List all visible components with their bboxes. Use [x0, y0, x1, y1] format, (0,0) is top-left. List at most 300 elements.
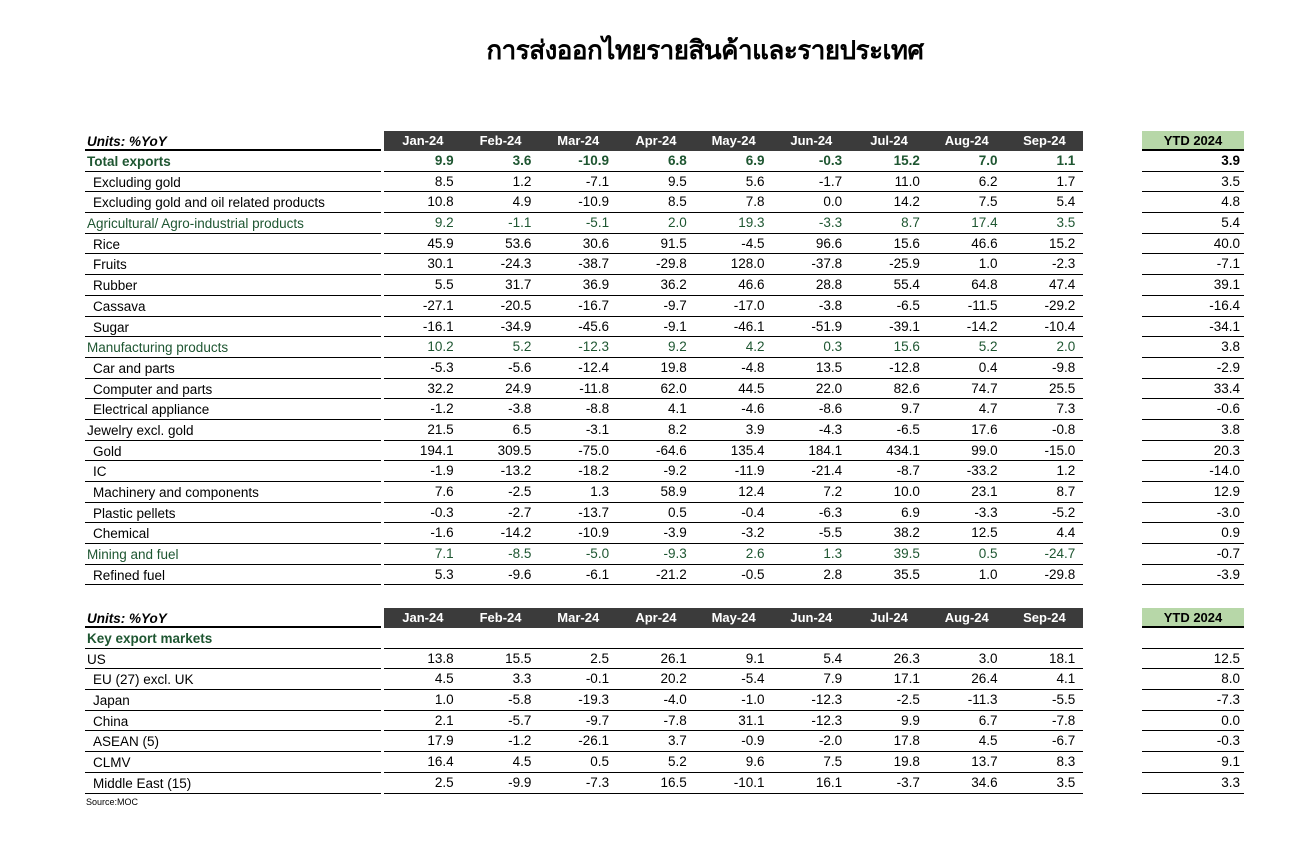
month-headers — [384, 131, 1083, 151]
value-cell: -9.6 — [508, 566, 532, 582]
table-row — [85, 441, 1245, 462]
row-label: CLMV — [85, 752, 381, 773]
value-cell: 10.8 — [427, 194, 454, 210]
row-label: ASEAN (5) — [85, 731, 381, 752]
row-label: Car and parts — [85, 358, 381, 379]
value-cell: -38.7 — [578, 256, 610, 272]
row-label: Excluding gold and oil related products — [85, 192, 381, 213]
ytd-value: 33.4 — [1142, 379, 1244, 400]
ytd-value: 3.8 — [1142, 420, 1244, 441]
row-values — [384, 461, 1083, 482]
value-cell: -19.3 — [578, 692, 610, 708]
value-cell: 3.5 — [1056, 774, 1076, 790]
row-values — [384, 213, 1083, 234]
value-cell: -51.9 — [811, 318, 843, 334]
ytd-value: 3.8 — [1142, 337, 1244, 358]
value-cell: -8.7 — [896, 463, 920, 479]
row-values — [384, 441, 1083, 462]
month-header: Feb-24 — [479, 610, 522, 625]
value-cell: -9.7 — [663, 297, 687, 313]
value-cell: -9.2 — [663, 463, 687, 479]
value-cell: -2.5 — [508, 484, 532, 499]
markets-heading-values — [384, 628, 1083, 649]
value-cell: 9.9 — [434, 153, 454, 168]
row-values — [384, 379, 1083, 400]
value-cell: -1.1 — [508, 215, 532, 231]
units-label: Units: %YoY — [85, 608, 381, 628]
table-row — [85, 482, 1245, 503]
value-cell: 8.3 — [1056, 754, 1076, 770]
table-row — [85, 420, 1245, 441]
value-cell: -5.0 — [585, 546, 610, 562]
value-cell: -3.8 — [508, 401, 532, 417]
ytd-value: 20.3 — [1142, 441, 1244, 462]
value-cell: 6.2 — [978, 173, 998, 189]
row-label: Rice — [85, 234, 381, 255]
value-cell: 434.1 — [886, 442, 920, 458]
value-cell: 1.7 — [1056, 173, 1076, 189]
value-cell: 26.1 — [660, 650, 687, 666]
value-cell: 7.5 — [978, 194, 998, 210]
value-cell: 24.9 — [505, 380, 532, 396]
ytd-value: -14.0 — [1142, 461, 1244, 482]
value-cell: -6.1 — [585, 566, 610, 582]
markets-table — [85, 608, 1245, 794]
row-values — [384, 544, 1083, 565]
value-cell: 3.9 — [745, 421, 765, 437]
month-header: Aug-24 — [944, 610, 989, 625]
value-cell: 32.2 — [427, 380, 454, 396]
products-table — [85, 131, 1245, 585]
value-cell: -25.9 — [889, 256, 920, 272]
value-cell: 5.2 — [512, 339, 532, 355]
value-cell: 3.6 — [512, 153, 532, 168]
value-cell: -0.1 — [585, 671, 610, 687]
ytd-value: 0.9 — [1142, 523, 1244, 544]
value-cell: 45.9 — [427, 235, 454, 251]
row-label: Excluding gold — [85, 172, 381, 193]
row-values — [384, 565, 1083, 586]
value-cell: 21.5 — [427, 421, 454, 437]
row-label: Mining and fuel — [85, 544, 381, 565]
value-cell: 9.2 — [434, 215, 454, 231]
row-values — [384, 275, 1083, 296]
value-cell: -5.2 — [1052, 504, 1076, 520]
value-cell: -7.8 — [663, 712, 687, 728]
row-label: Manufacturing products — [85, 337, 381, 358]
table-row — [85, 358, 1245, 379]
value-cell: -12.4 — [578, 359, 610, 375]
value-cell: -0.3 — [430, 504, 454, 520]
table-row — [85, 213, 1245, 234]
value-cell: -11.8 — [579, 380, 610, 396]
value-cell: 16.1 — [815, 774, 843, 790]
row-values — [384, 523, 1083, 544]
row-values — [384, 254, 1083, 275]
value-cell: -10.4 — [1044, 318, 1076, 334]
month-header: Feb-24 — [479, 133, 522, 148]
month-header: Jul-24 — [870, 133, 908, 148]
value-cell: 15.5 — [505, 650, 532, 666]
value-cell: 5.4 — [1056, 194, 1076, 210]
row-label: Middle East (15) — [85, 773, 381, 794]
row-values — [384, 731, 1083, 752]
value-cell: -13.2 — [500, 463, 532, 479]
value-cell: 17.6 — [971, 421, 998, 437]
value-cell: -6.5 — [896, 297, 920, 313]
value-cell: 5.2 — [668, 754, 687, 770]
value-cell: -6.3 — [818, 504, 843, 520]
month-header: Apr-24 — [635, 133, 677, 148]
row-label: Total exports — [85, 151, 381, 172]
ytd-value: -0.3 — [1142, 731, 1244, 752]
value-cell: 4.4 — [1056, 525, 1076, 541]
row-values — [384, 752, 1083, 773]
value-cell: -2.7 — [508, 504, 532, 520]
ytd-value: -16.4 — [1142, 296, 1244, 317]
value-cell: -12.3 — [811, 692, 843, 708]
table-row — [85, 711, 1245, 732]
ytd-value: 3.3 — [1142, 773, 1244, 794]
ytd-value: -3.9 — [1142, 565, 1244, 586]
ytd-value: -34.1 — [1142, 317, 1244, 338]
value-cell: -5.4 — [741, 671, 765, 687]
value-cell: 82.6 — [893, 380, 920, 396]
value-cell: -12.8 — [889, 359, 920, 375]
value-cell: 4.5 — [978, 733, 998, 749]
value-cell: 11.0 — [894, 173, 920, 189]
value-cell: -29.8 — [656, 256, 687, 272]
value-cell: -3.7 — [896, 774, 920, 790]
ytd-value: 4.8 — [1142, 192, 1244, 213]
value-cell: -33.2 — [966, 463, 998, 479]
month-header: May-24 — [711, 133, 756, 148]
value-cell: 194.1 — [419, 442, 454, 458]
value-cell: 30.1 — [427, 256, 454, 272]
value-cell: 64.8 — [971, 277, 998, 293]
value-cell: -9.7 — [585, 712, 610, 728]
value-cell: 38.2 — [893, 525, 920, 541]
value-cell: -1.0 — [741, 692, 765, 708]
table-row — [85, 379, 1245, 400]
value-cell: -5.5 — [818, 525, 843, 541]
table-row — [85, 399, 1245, 420]
value-cell: -17.0 — [733, 297, 765, 313]
table-row — [85, 565, 1245, 586]
value-cell: 1.2 — [1056, 463, 1076, 479]
value-cell: -24.3 — [500, 256, 532, 272]
value-cell: -3.3 — [974, 504, 998, 520]
value-cell: -29.8 — [1044, 566, 1076, 582]
row-values — [384, 773, 1083, 794]
value-cell: -12.3 — [578, 339, 610, 355]
value-cell: 28.8 — [815, 277, 843, 293]
table-header-row — [85, 608, 1245, 628]
value-cell: -3.8 — [818, 297, 843, 313]
value-cell: 15.6 — [893, 235, 920, 251]
value-cell: 99.0 — [971, 442, 998, 458]
value-cell: 7.9 — [823, 671, 843, 687]
month-header: Jun-24 — [790, 133, 833, 148]
value-cell: 0.5 — [668, 504, 687, 520]
value-cell: -21.4 — [811, 463, 843, 479]
value-cell: 2.5 — [434, 774, 454, 790]
value-cell: 36.2 — [660, 277, 687, 293]
value-cell: -11.9 — [734, 463, 765, 479]
row-values — [384, 151, 1083, 172]
value-cell: -9.1 — [663, 318, 687, 334]
month-header: Jul-24 — [870, 610, 908, 625]
value-cell: -10.9 — [578, 194, 610, 210]
row-values — [384, 503, 1083, 524]
value-cell: 46.6 — [971, 235, 998, 251]
value-cell: 9.5 — [668, 173, 687, 189]
row-values — [384, 358, 1083, 379]
value-cell: 44.5 — [738, 380, 765, 396]
value-cell: 31.7 — [505, 277, 532, 293]
month-header: Apr-24 — [635, 610, 677, 625]
value-cell: 5.4 — [823, 650, 843, 666]
value-cell: 62.0 — [660, 380, 687, 396]
row-values — [384, 399, 1083, 420]
value-cell: -4.8 — [741, 359, 765, 375]
value-cell: 15.6 — [893, 339, 920, 355]
value-cell: -11.3 — [967, 692, 998, 708]
value-cell: -10.9 — [578, 525, 610, 541]
value-cell: 39.5 — [893, 546, 920, 562]
value-cell: 8.5 — [668, 194, 687, 210]
ytd-value: 40.0 — [1142, 234, 1244, 255]
value-cell: -9.9 — [508, 774, 532, 790]
value-cell: -2.0 — [818, 733, 843, 749]
table-row — [85, 296, 1245, 317]
value-cell: 2.5 — [590, 650, 610, 666]
table-row — [85, 773, 1245, 794]
value-cell: -6.5 — [896, 421, 920, 437]
value-cell: 3.0 — [978, 650, 998, 666]
units-label: Units: %YoY — [85, 131, 381, 151]
value-cell: 1.0 — [978, 256, 998, 272]
value-cell: -1.7 — [818, 173, 843, 189]
ytd-header: YTD 2024 — [1142, 131, 1244, 151]
value-cell: 3.5 — [1056, 215, 1076, 231]
value-cell: 15.2 — [1049, 235, 1076, 251]
value-cell: 35.5 — [893, 566, 920, 582]
value-cell: 0.0 — [823, 194, 843, 210]
row-values — [384, 711, 1083, 732]
ytd-value: -2.9 — [1142, 358, 1244, 379]
value-cell: -15.0 — [1044, 442, 1076, 458]
ytd-value: 0.0 — [1142, 711, 1244, 732]
month-header: Jan-24 — [402, 133, 444, 148]
value-cell: -7.8 — [1052, 712, 1076, 728]
value-cell: -29.2 — [1044, 297, 1076, 313]
value-cell: -5.1 — [585, 215, 610, 231]
value-cell: -45.6 — [578, 318, 610, 334]
value-cell: 5.5 — [434, 277, 454, 293]
markets-heading: Key export markets — [85, 628, 381, 649]
value-cell: 17.4 — [971, 215, 998, 231]
row-values — [384, 337, 1083, 358]
value-cell: 8.7 — [1056, 484, 1076, 499]
value-cell: -10.9 — [578, 153, 610, 168]
value-cell: 17.9 — [427, 733, 454, 749]
value-cell: -6.7 — [1052, 733, 1076, 749]
row-label: Chemical — [85, 523, 381, 544]
value-cell: 4.5 — [512, 754, 532, 770]
value-cell: -0.4 — [741, 504, 765, 520]
table-row — [85, 317, 1245, 338]
value-cell: 36.9 — [582, 277, 610, 293]
row-label: Cassava — [85, 296, 381, 317]
value-cell: 1.1 — [1056, 153, 1076, 168]
value-cell: -14.2 — [500, 525, 532, 541]
table-row — [85, 649, 1245, 670]
month-header: May-24 — [711, 610, 756, 625]
table-row — [85, 172, 1245, 193]
table-header-row — [85, 131, 1245, 151]
value-cell: 9.7 — [901, 401, 920, 417]
row-label: Sugar — [85, 317, 381, 338]
ytd-value: 8.0 — [1142, 669, 1244, 690]
table-row — [85, 337, 1245, 358]
value-cell: -7.1 — [585, 173, 610, 189]
row-label: Plastic pellets — [85, 503, 381, 524]
month-header: Jan-24 — [402, 610, 444, 625]
value-cell: 23.1 — [971, 484, 998, 499]
row-values — [384, 669, 1083, 690]
value-cell: -9.3 — [663, 546, 687, 562]
row-label: Agricultural/ Agro-industrial products — [85, 213, 381, 234]
value-cell: -3.9 — [663, 525, 687, 541]
value-cell: -75.0 — [578, 442, 610, 458]
value-cell: -0.9 — [741, 733, 765, 749]
ytd-header: YTD 2024 — [1142, 608, 1244, 628]
row-values — [384, 420, 1083, 441]
row-values — [384, 482, 1083, 503]
value-cell: -10.1 — [733, 774, 765, 790]
value-cell: -8.8 — [585, 401, 610, 417]
month-header: Jun-24 — [790, 610, 833, 625]
value-cell: -1.6 — [430, 525, 454, 541]
value-cell: -21.2 — [656, 566, 687, 582]
table-row — [85, 669, 1245, 690]
value-cell: 0.3 — [823, 339, 843, 355]
row-label: Computer and parts — [85, 379, 381, 400]
value-cell: 96.6 — [815, 235, 843, 251]
table-row — [85, 192, 1245, 213]
table-row — [85, 503, 1245, 524]
value-cell: -3.3 — [818, 215, 843, 231]
value-cell: 4.1 — [1056, 671, 1076, 687]
row-label: Fruits — [85, 254, 381, 275]
ytd-value: 3.5 — [1142, 172, 1244, 193]
value-cell: -26.1 — [578, 733, 610, 749]
ytd-value: 39.1 — [1142, 275, 1244, 296]
row-values — [384, 690, 1083, 711]
value-cell: -2.5 — [896, 692, 920, 708]
value-cell: -0.3 — [818, 153, 843, 168]
value-cell: 31.1 — [738, 712, 765, 728]
value-cell: -4.0 — [663, 692, 687, 708]
ytd-value: 12.9 — [1142, 482, 1244, 503]
value-cell: 7.5 — [823, 754, 843, 770]
table-row — [85, 752, 1245, 773]
value-cell: 10.2 — [427, 339, 454, 355]
value-cell: 12.4 — [738, 484, 765, 499]
value-cell: 12.5 — [971, 525, 998, 541]
row-values — [384, 192, 1083, 213]
value-cell: 30.6 — [582, 235, 610, 251]
markets-heading-row — [85, 628, 1245, 649]
ytd-value: -0.7 — [1142, 544, 1244, 565]
value-cell: 1.3 — [590, 484, 610, 499]
value-cell: 128.0 — [730, 256, 765, 272]
value-cell: -37.8 — [811, 256, 843, 272]
month-header: Mar-24 — [557, 610, 600, 625]
value-cell: -14.2 — [966, 318, 998, 334]
value-cell: 91.5 — [660, 235, 687, 251]
month-header: Mar-24 — [557, 133, 600, 148]
row-label: Rubber — [85, 275, 381, 296]
value-cell: 4.1 — [668, 401, 687, 417]
ytd-value: -3.0 — [1142, 503, 1244, 524]
value-cell: 6.9 — [901, 504, 920, 520]
row-label: Refined fuel — [85, 565, 381, 586]
ytd-value: -0.6 — [1142, 399, 1244, 420]
row-label: IC — [85, 461, 381, 482]
ytd-value: 9.1 — [1142, 752, 1244, 773]
month-header: Sep-24 — [1023, 133, 1066, 148]
value-cell: -5.5 — [1052, 692, 1076, 708]
value-cell: 6.8 — [668, 153, 687, 168]
value-cell: -24.7 — [1044, 546, 1076, 562]
source-note: Source:MOC — [86, 797, 139, 807]
value-cell: 55.4 — [893, 277, 920, 293]
value-cell: 9.6 — [745, 754, 765, 770]
value-cell: -2.3 — [1052, 256, 1076, 272]
table-row — [85, 731, 1245, 752]
month-header: Sep-24 — [1023, 610, 1066, 625]
ytd-value: -7.1 — [1142, 254, 1244, 275]
value-cell: 7.6 — [434, 484, 454, 499]
value-cell: 2.0 — [668, 215, 687, 231]
value-cell: 18.1 — [1049, 650, 1076, 666]
value-cell: 309.5 — [497, 442, 532, 458]
table-row — [85, 151, 1245, 172]
value-cell: -9.8 — [1052, 359, 1076, 375]
value-cell: 6.7 — [978, 712, 998, 728]
value-cell: 7.2 — [823, 484, 843, 499]
value-cell: 46.6 — [738, 277, 765, 293]
value-cell: -16.7 — [578, 297, 610, 313]
value-cell: 22.0 — [815, 380, 843, 396]
value-cell: 2.8 — [823, 566, 843, 582]
row-label: Machinery and components — [85, 482, 381, 503]
value-cell: 1.0 — [434, 692, 454, 708]
month-header: Aug-24 — [944, 133, 989, 148]
value-cell: -5.7 — [508, 712, 532, 728]
value-cell: 13.7 — [971, 754, 998, 770]
value-cell: 0.5 — [590, 754, 610, 770]
value-cell: -27.1 — [422, 297, 454, 313]
table-row — [85, 461, 1245, 482]
value-cell: -20.5 — [500, 297, 532, 313]
row-label: US — [85, 649, 381, 670]
value-cell: 8.7 — [901, 215, 920, 231]
value-cell: -18.2 — [578, 463, 610, 479]
value-cell: -5.8 — [508, 692, 532, 708]
